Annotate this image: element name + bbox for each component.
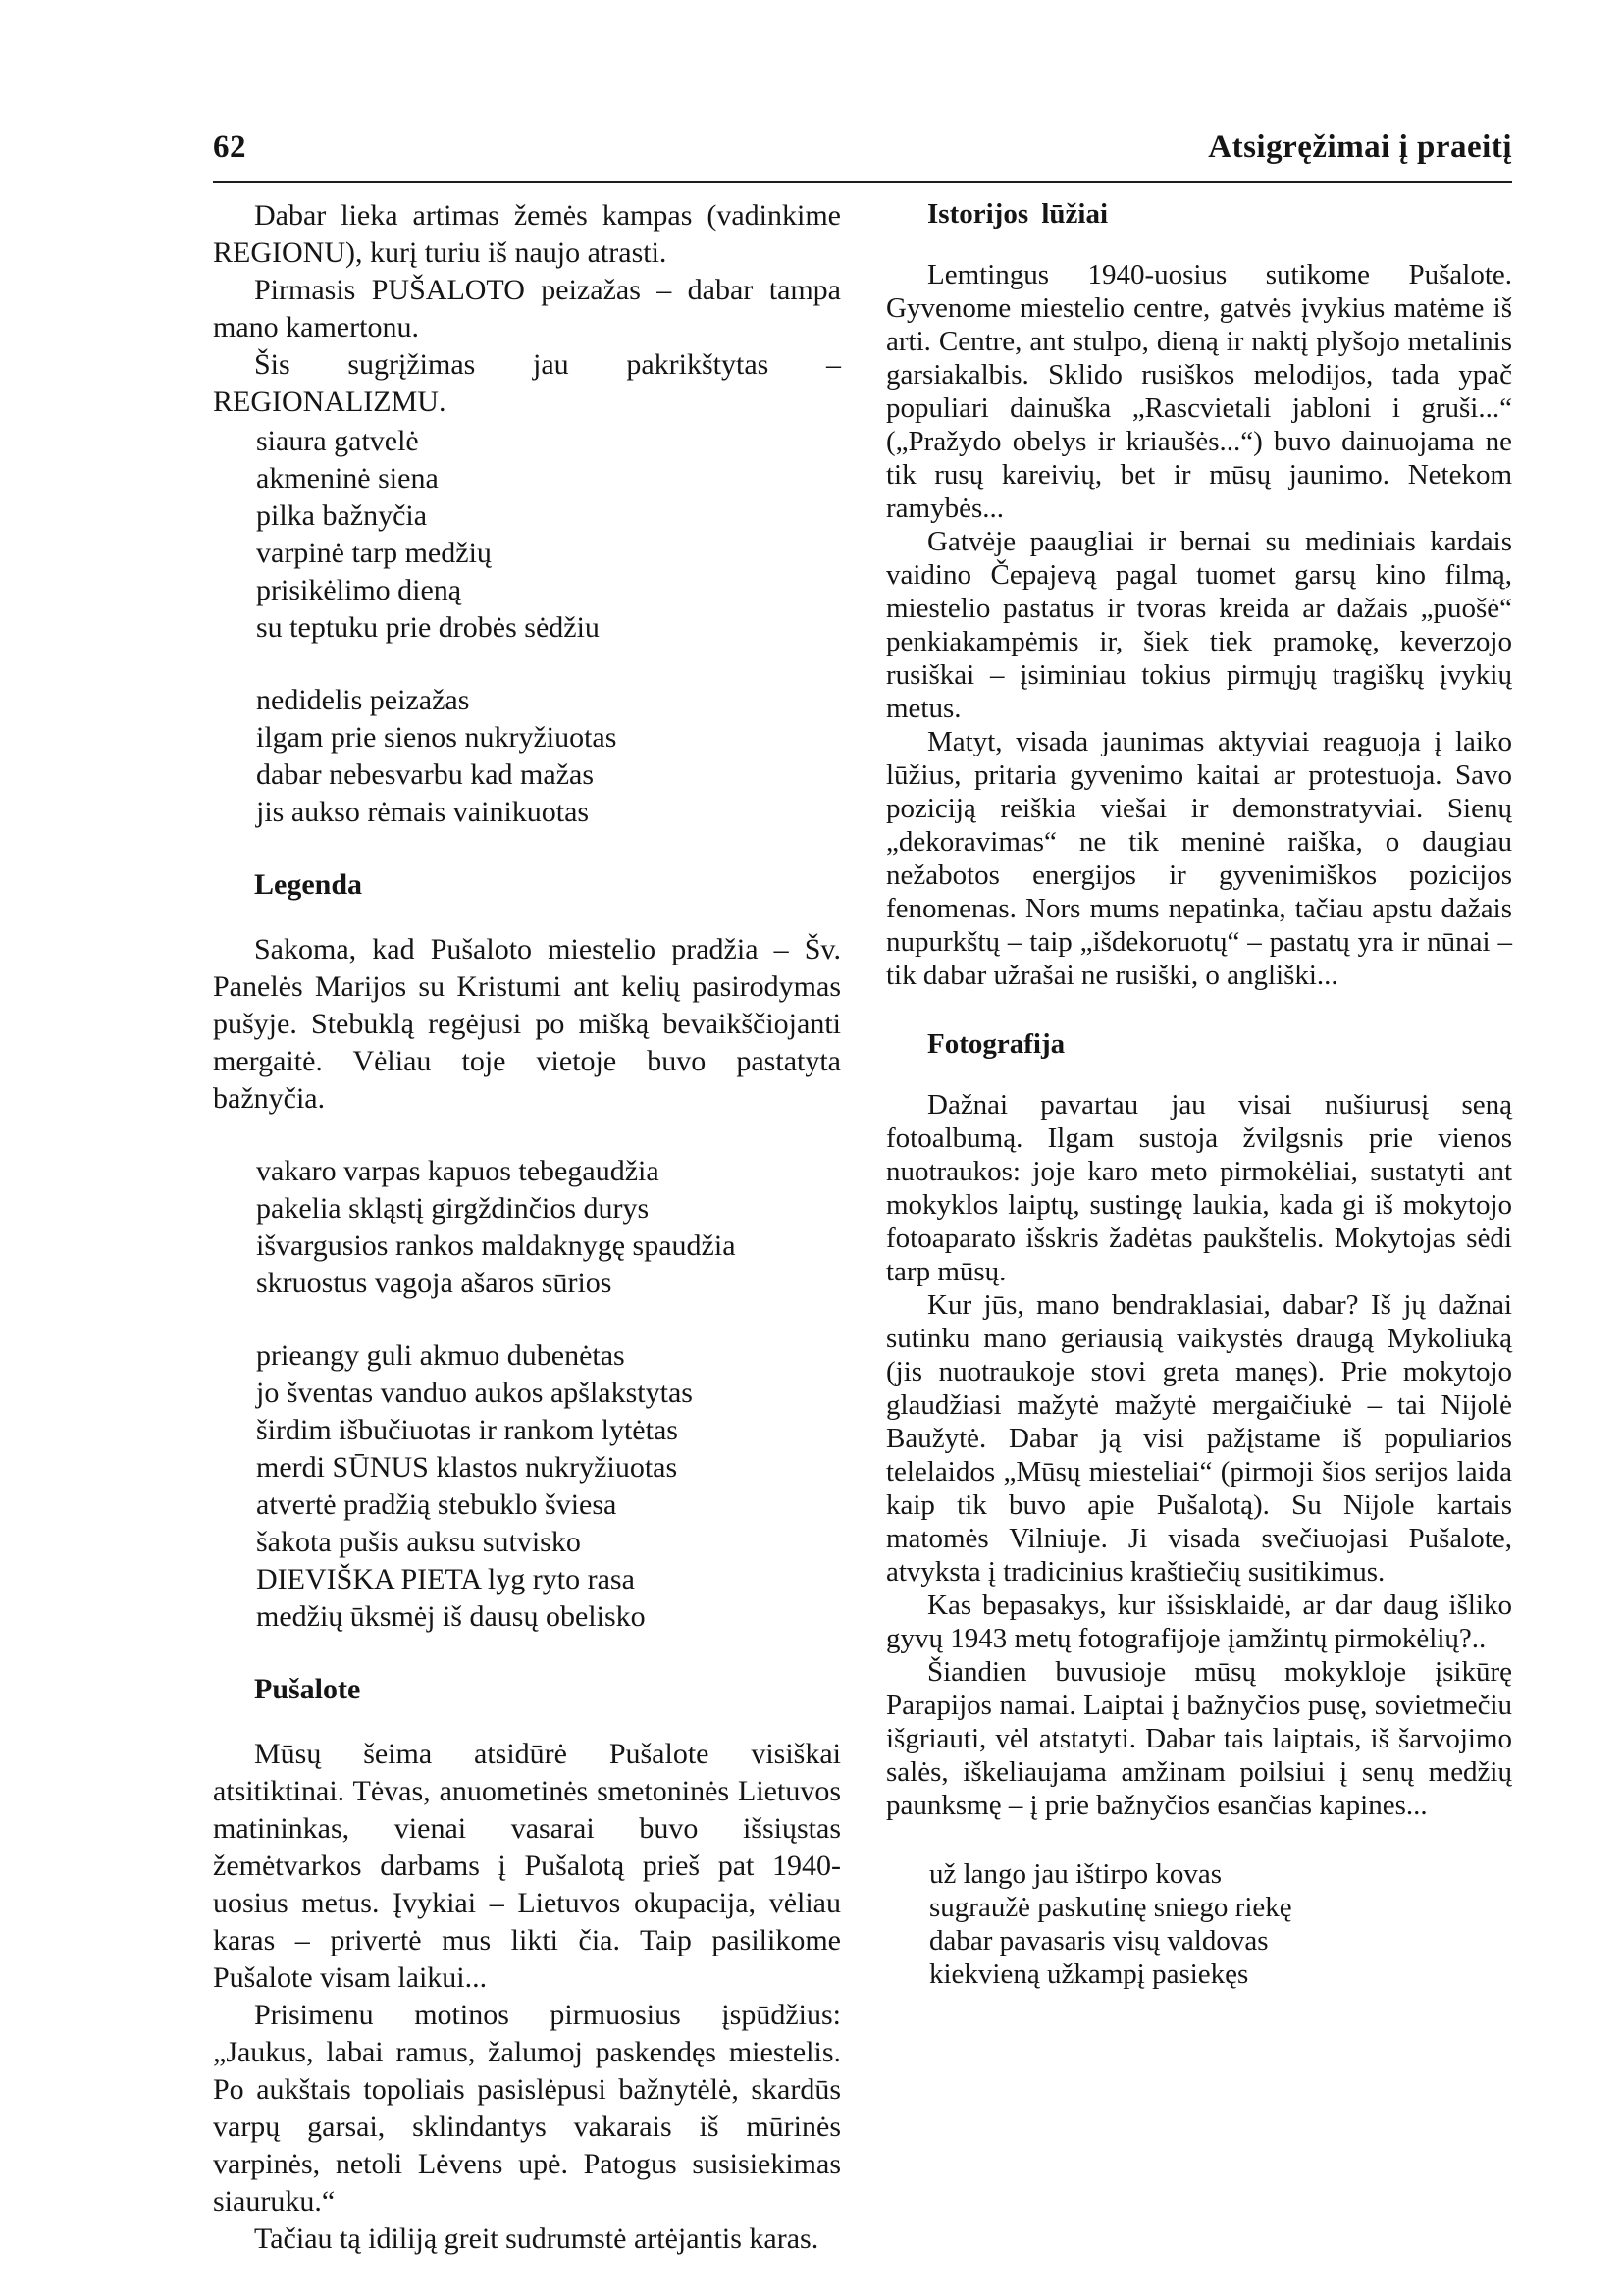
poem-line: šakota pušis auksu sutvisko <box>256 1526 581 1558</box>
poem-line: prieangy guli akmuo dubenėtas <box>256 1339 625 1372</box>
paragraph: Pirmasis PUŠALOTO peizažas – dabar tampa mano kamertonu. <box>213 274 841 343</box>
poem-line: už lango jau ištirpo kovas <box>929 1858 1223 1890</box>
paragraph: Matyt, visada jaunimas aktyviai reaguoja į laiko lūžius, pritaria gyvenimo kaitai ar protestuoja. Savo poziciją reiškia viešai ir demonstratyviai. Sienų „dekoravimas“ ne tik meninė raiška, o daugiau nežabotos energijos ir gyvenimiškos pozicijos fenomenas. Nors mums nepatinka, tačiau apstu dažais nupurkštų – taip „išdekoruotų“ – pastatų yra ir nūnai – tik dabar užrašai ne rusiški, o angliški... <box>886 726 1512 991</box>
paragraph: Lemtingus 1940-uosius sutikome Pušalote. Gyvenome miestelio centre, gatvės įvykius matėme iš arti. Centre, ant stulpo, dieną ir naktį plyšojo metalinis garsiakalbis. Sklido rusiškos melodijos, tada ypač populiari dainuška „Rascvietali jabloni i gruši...“ („Pražydo obelys ir kriaušės...“) buvo dainuojama ne tik rusų kareivių, bet ir mūsų jaunimo. Netekom ramybės... <box>886 259 1512 524</box>
section-heading-pusalote: Pušalote <box>254 1673 361 1705</box>
running-title: Atsigręžimai į praeitį <box>1208 130 1512 165</box>
poem-line: jo šventas vanduo aukos apšlakstytas <box>256 1377 693 1409</box>
poem-line: dabar nebesvarbu kad mažas <box>256 758 595 791</box>
poem-line: širdim išbučiuotas ir rankom lytėtas <box>256 1414 678 1446</box>
poem-line: atvertė pradžią stebuklo šviesa <box>256 1488 617 1521</box>
poem-line: ilgam prie sienos nukryžiuotas <box>256 721 617 754</box>
poem-line: siaura gatvelė <box>256 425 419 457</box>
poem-line: merdi SŪNUS klastos nukryžiuotas <box>256 1451 678 1484</box>
poem-line: vakaro varpas kapuos tebegaudžia <box>256 1155 659 1187</box>
paragraph: Šis sugrįžimas jau pakrikštytas – REGIONALIZMU. <box>213 348 841 418</box>
poem-line: skruostus vagoja ašaros sūrios <box>256 1267 612 1299</box>
poem-line: akmeninė siena <box>256 462 439 495</box>
poem-line: jis aukso rėmais vainikuotas <box>256 796 590 828</box>
poem-line: su teptuku prie drobės sėdžiu <box>256 611 600 644</box>
paragraph: Kas bepasakys, kur išsisklaidė, ar dar daug išliko gyvų 1943 metų fotografijoje įamžintų pirmokėlių?.. <box>886 1590 1512 1654</box>
paragraph: Sakoma, kad Pušaloto miestelio pradžia – Šv. Panelės Marijos su Kristumi ant kelių pasirodymas pušyje. Stebuklą regėjusi po mišką bevaikščiojanti mergaitė. Vėliau toje vietoje buvo pastatyta bažnyčia. <box>213 933 841 1115</box>
poem-line: varpinė tarp medžių <box>256 537 492 569</box>
poem-line: sugraužė paskutinę sniego riekę <box>929 1892 1292 1923</box>
paragraph: Gatvėje paaugliai ir bernai su mediniais kardais vaidino Čepajevą pagal tuomet garsų kino filmą, miestelio pastatus ir tvoras kreida ar dažais „puošė“ penkiakampėmis ir, šiek tiek pramokę, keverzojo rusiškai – įsiminiau tokius pirmųjų tragiškų įvykių metus. <box>886 526 1512 724</box>
poem-stanza <box>256 1153 841 1302</box>
poem-line: pilka bažnyčia <box>256 499 428 532</box>
page-header <box>213 130 1512 166</box>
section-heading-istorijos-luziai: Istorijos lūžiai <box>927 198 1109 230</box>
paragraph: Šiandien buvusioje mūsų mokykloje įsikūrę Parapijos namai. Laiptai į bažnyčios pusę, sovietmečiu išgriauti, vėl atstatyti. Dabar tais laiptais, iš šarvojimo salės, iškeliaujama amžinam poilsiui į senų medžių paunksmę – į prie bažnyčios esančias kapines... <box>886 1656 1512 1821</box>
right-column <box>886 197 1512 2026</box>
poem-stanza <box>256 423 841 647</box>
paragraph: Mūsų šeima atsidūrė Pušalote visiškai atsitiktinai. Tėvas, anuometinės smetoninės Lietuvos matininkas, vienai vasarai buvo išsiųstas žemėtvarkos darbams į Pušalotą prieš pat 1940-uosius metus. Įvykiai – Lietuvos okupacija, vėliau karas – privertė mus likti čia. Taip pasilikome Pušalote visam laikui... <box>213 1738 841 1994</box>
paragraph: Tačiau tą idiliją greit sudrumstė artėjantis karas. <box>254 2222 819 2255</box>
poem-stanza <box>929 1857 1512 1991</box>
page-number: 62 <box>213 130 246 165</box>
header-rule <box>213 181 1512 183</box>
poem-stanza <box>256 682 841 831</box>
poem-line: dabar pavasaris visų valdovas <box>929 1925 1269 1956</box>
poem-stanza <box>256 1337 841 1636</box>
section-heading-legenda: Legenda <box>254 868 363 901</box>
poem-line: pakelia skląstį girgždinčios durys <box>256 1192 650 1225</box>
section-heading-fotografija: Fotografija <box>927 1028 1066 1060</box>
left-column <box>213 197 841 2258</box>
poem-line: medžių ūksmėj iš dausų obelisko <box>256 1600 646 1633</box>
paragraph: Prisimenu motinos pirmuosius įspūdžius: „Jaukus, labai ramus, žalumoj paskendęs miestelis. Po aukštais topoliais pasislėpusi bažnytėlė, skardūs varpų garsai, sklindantys vakarais iš mūrinės varpinės, netoli Lėvens upė. Patogus susisiekimas siauruku.“ <box>213 1999 841 2217</box>
poem-line: DIEVIŠKA PIETA lyg ryto rasa <box>256 1563 635 1595</box>
paragraph: Dabar lieka artimas žemės kampas (vadinkime REGIONU), kurį turiu iš naujo atrasti. <box>213 199 841 269</box>
paragraph: Dažnai pavartau jau visai nušiurusį seną fotoalbumą. Ilgam sustoja žvilgsnis prie vienos nuotraukos: joje karo meto pirmokėliai, sustatyti ant mokyklos laiptų, sustingę laukia, kada gi iš mokytojo fotoaparato išskris žadėtas paukštelis. Mokytojas sėdi tarp mūsų. <box>886 1089 1512 1287</box>
poem-line: prisikėlimo dieną <box>256 574 462 606</box>
poem-line: kiekvieną užkampį pasiekęs <box>929 1958 1249 1990</box>
poem-line: nedidelis peizažas <box>256 684 470 716</box>
poem-line: išvargusios rankos maldaknygę spaudžia <box>256 1229 736 1262</box>
paragraph: Kur jūs, mano bendraklasiai, dabar? Iš jų dažnai sutinku mano geriausią vaikystės draugą Mykoliuką (jis nuotraukoje stovi greta manęs). Prie mokytojo glaudžiasi mažytė mažytė mergaičiukė – tai Nijolė Baužytė. Dabar ją visi pažįstame iš populiarios telelaidos „Mūsų miesteliai“ (pirmoji šios serijos laida kaip tik buvo apie Pušalotą). Su Nijole kartais matomės Vilniuje. Ji visada svečiuojasi Pušalote, atvyksta į tradicinius kraštiečių susitikimus. <box>886 1289 1512 1588</box>
